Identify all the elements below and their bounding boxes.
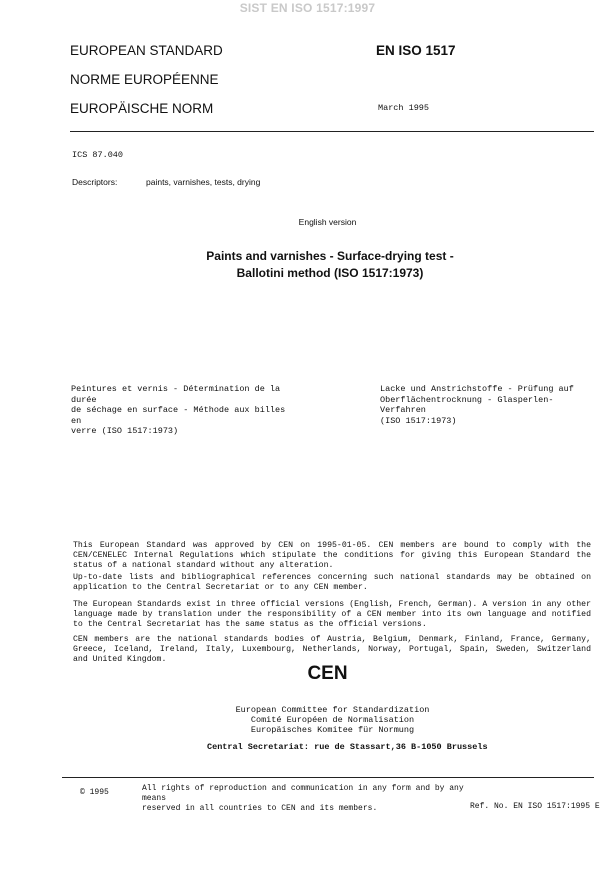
german-title	[380, 384, 595, 426]
rights-line-1: All rights of reproduction and communication in any form and by any means	[142, 784, 464, 803]
french-title-line: verre (ISO 1517:1973)	[71, 426, 179, 436]
title-line-2: Ballotini method (ISO 1517:1973)	[236, 266, 424, 280]
committee-names	[0, 705, 615, 735]
descriptors-value: paints, varnishes, tests, drying	[146, 177, 261, 187]
french-title-line: de séchage en surface - Méthode aux billes en	[71, 405, 286, 426]
rights-notice	[142, 784, 482, 814]
footer-divider	[62, 777, 594, 778]
standard-title-en: EUROPEAN STANDARD	[70, 43, 223, 58]
approval-paragraph: This European Standard was approved by CEN on 1995-01-05. CEN members are bound to comply with the CEN/CENELEC Internal Regulations which stipulate the conditions for giving this European Standard the status of a national standard without any alteration.	[73, 541, 591, 570]
document-title	[150, 248, 510, 282]
publication-date: March 1995	[378, 103, 430, 113]
header-divider	[70, 131, 594, 132]
reference-number: Ref. No. EN ISO 1517:1995 E	[470, 802, 600, 811]
standard-title-de: EUROPÄISCHE NORM	[70, 101, 214, 116]
standard-number: EN ISO 1517	[376, 43, 456, 58]
committee-name-de: Europäisches Komitee für Normung	[250, 725, 415, 735]
cen-logo: CEN	[307, 663, 348, 684]
german-title-line: (ISO 1517:1973)	[380, 415, 457, 426]
references-paragraph: Up-to-date lists and bibliographical references concerning such national standards may be obtained on application to the Central Secretariat or to any CEN member.	[73, 573, 591, 592]
versions-paragraph: The European Standards exist in three official versions (English, French, German). A version in any other language made by translation under the responsibility of a CEN member into its own language and notified to the Central Secretariat has the same status as the official versions.	[73, 600, 591, 629]
ics-code: ICS 87.040	[72, 150, 124, 160]
standard-title-fr: NORME EUROPÉENNE	[70, 72, 219, 87]
title-line-1: Paints and varnishes - Surface-drying test -	[206, 249, 454, 263]
watermark: SIST EN ISO 1517:1997	[239, 1, 376, 15]
members-paragraph: CEN members are the national standards bodies of Austria, Belgium, Denmark, Finland, France, Germany, Greece, Iceland, Ireland, Italy, Luxembourg, Netherlands, Norway, Portugal, Spain, Sweden, Switzerland and United Kingdom.	[73, 635, 591, 664]
german-title-line: Oberflächentrocknung - Glasperlen-Verfahren	[380, 394, 554, 415]
copyright: © 1995	[80, 788, 109, 797]
german-title-line: Lacke und Anstrichstoffe - Prüfung auf	[380, 384, 574, 394]
committee-name-fr: Comité Européen de Normalisation	[250, 715, 415, 725]
committee-name-en: European Committee for Standardization	[235, 705, 430, 715]
central-secretariat: Central Secretariat: rue de Stassart,36 B-1050 Brussels	[207, 742, 488, 752]
french-title-line: Peintures et vernis - Détermination de la durée	[71, 384, 281, 405]
french-title	[71, 384, 286, 437]
descriptors-label: Descriptors:	[72, 177, 118, 187]
rights-line-2: reserved in all countries to CEN and its members.	[142, 804, 378, 813]
version-label: English version	[298, 217, 357, 227]
